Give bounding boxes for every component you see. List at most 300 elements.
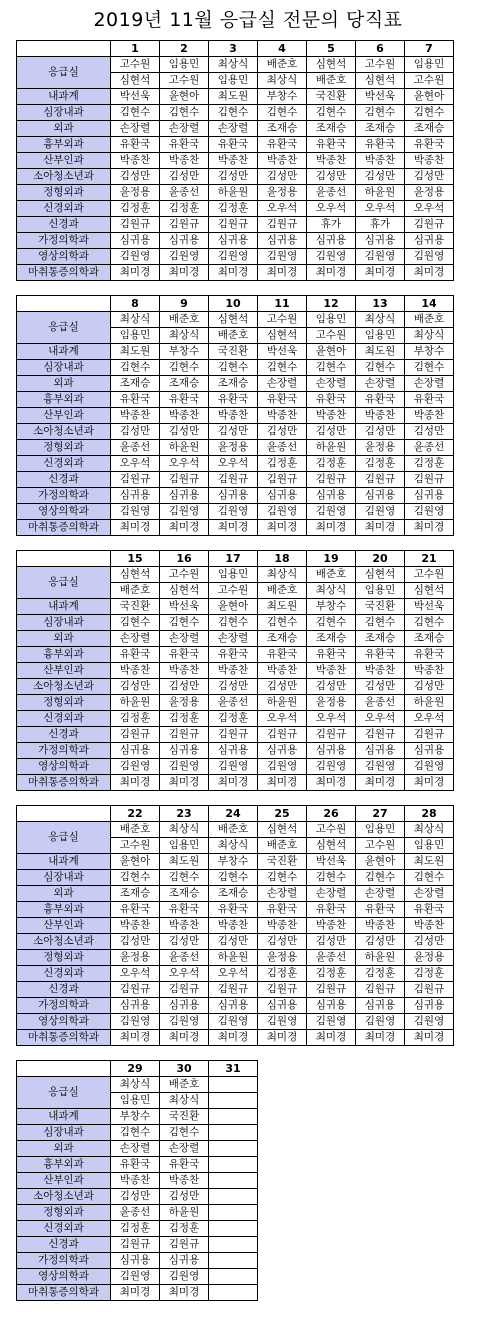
duty-doctor-cell: 김원규 xyxy=(160,217,209,233)
duty-doctor-cell: 심귀용 xyxy=(160,1253,209,1269)
duty-doctor-cell xyxy=(209,1157,258,1173)
duty-doctor-cell: 최미경 xyxy=(405,1030,454,1046)
duty-doctor-cell: 김현수 xyxy=(356,360,405,376)
duty-doctor-cell: 고수원 xyxy=(111,838,160,854)
duty-doctor-cell: 김원규 xyxy=(111,982,160,998)
duty-doctor-cell: 윤종선 xyxy=(356,695,405,711)
department-label: 신경외과 xyxy=(17,711,111,727)
duty-doctor-cell: 심귀용 xyxy=(111,488,160,504)
duty-doctor-cell: 김원영 xyxy=(111,249,160,265)
duty-doctor-cell: 김원영 xyxy=(307,759,356,775)
duty-doctor-cell: 손장렬 xyxy=(405,376,454,392)
duty-doctor-cell: 윤현아 xyxy=(160,89,209,105)
duty-doctor-cell: 최상식 xyxy=(111,312,160,328)
department-label: 정형외과 xyxy=(17,695,111,711)
duty-doctor-cell: 최미경 xyxy=(160,775,209,791)
duty-doctor-cell: 박선욱 xyxy=(258,344,307,360)
duty-doctor-cell: 최상식 xyxy=(258,73,307,89)
duty-doctor-cell: 김현수 xyxy=(307,105,356,121)
duty-doctor-cell: 유환국 xyxy=(160,137,209,153)
duty-doctor-cell: 윤종선 xyxy=(258,440,307,456)
department-label: 내과계 xyxy=(17,854,111,870)
table-row xyxy=(17,599,454,615)
duty-doctor-cell: 김성만 xyxy=(209,424,258,440)
duty-doctor-cell: 최미경 xyxy=(405,265,454,281)
duty-doctor-cell: 김정훈 xyxy=(258,966,307,982)
day-number: 21 xyxy=(405,551,454,567)
duty-doctor-cell: 국진환 xyxy=(209,344,258,360)
duty-doctor-cell: 유환국 xyxy=(111,1157,160,1173)
duty-doctor-cell: 임용민 xyxy=(356,328,405,344)
department-label: 심장내과 xyxy=(17,360,111,376)
duty-doctor-cell: 김정훈 xyxy=(405,966,454,982)
duty-doctor-cell: 김현수 xyxy=(160,1125,209,1141)
department-label: 흉부외과 xyxy=(17,902,111,918)
department-label: 정형외과 xyxy=(17,950,111,966)
duty-doctor-cell: 최미경 xyxy=(307,1030,356,1046)
duty-doctor-cell: 김원규 xyxy=(307,982,356,998)
duty-doctor-cell: 김현수 xyxy=(160,360,209,376)
duty-doctor-cell: 윤종선 xyxy=(111,1205,160,1221)
duty-doctor-cell: 김원규 xyxy=(405,982,454,998)
duty-doctor-cell: 김정훈 xyxy=(160,201,209,217)
duty-doctor-cell: 김성만 xyxy=(307,934,356,950)
duty-doctor-cell: 심귀용 xyxy=(307,233,356,249)
duty-doctor-cell: 최도원 xyxy=(405,854,454,870)
duty-doctor-cell: 임용민 xyxy=(111,328,160,344)
duty-doctor-cell: 임용민 xyxy=(356,583,405,599)
duty-doctor-cell: 유환국 xyxy=(356,137,405,153)
duty-doctor-cell: 최미경 xyxy=(356,520,405,536)
duty-doctor-cell: 김성만 xyxy=(111,679,160,695)
duty-doctor-cell: 하윤원 xyxy=(160,1205,209,1221)
duty-doctor-cell: 손장렬 xyxy=(356,886,405,902)
day-number: 6 xyxy=(356,41,405,57)
department-label: 응급실 xyxy=(17,57,111,89)
duty-doctor-cell: 고수원 xyxy=(258,312,307,328)
department-label: 마취통증의학과 xyxy=(17,520,111,536)
duty-doctor-cell: 김원규 xyxy=(209,727,258,743)
department-label: 산부인과 xyxy=(17,153,111,169)
header-corner xyxy=(17,551,111,567)
table-row xyxy=(17,775,454,791)
duty-doctor-cell: 최미경 xyxy=(160,1030,209,1046)
duty-doctor-cell: 박종찬 xyxy=(258,918,307,934)
duty-doctor-cell: 김성만 xyxy=(307,679,356,695)
duty-doctor-cell: 김성만 xyxy=(111,1189,160,1205)
day-number: 31 xyxy=(209,1061,258,1077)
duty-doctor-cell: 최미경 xyxy=(258,520,307,536)
duty-doctor-cell: 심귀용 xyxy=(405,233,454,249)
duty-doctor-cell: 김현수 xyxy=(405,105,454,121)
duty-doctor-cell: 김성만 xyxy=(160,1189,209,1205)
duty-doctor-cell: 심귀용 xyxy=(356,998,405,1014)
duty-doctor-cell: 유환국 xyxy=(307,392,356,408)
duty-doctor-cell: 김성만 xyxy=(111,424,160,440)
duty-doctor-cell: 윤현아 xyxy=(209,599,258,615)
duty-doctor-cell: 오우석 xyxy=(356,201,405,217)
duty-doctor-cell: 김성만 xyxy=(356,934,405,950)
table-row xyxy=(17,743,454,759)
table-row xyxy=(17,1014,454,1030)
day-number: 15 xyxy=(111,551,160,567)
duty-doctor-cell: 김원규 xyxy=(160,1237,209,1253)
duty-doctor-cell: 하윤원 xyxy=(111,695,160,711)
day-header-row xyxy=(17,296,454,312)
day-number: 17 xyxy=(209,551,258,567)
duty-doctor-cell: 김원규 xyxy=(111,1237,160,1253)
duty-doctor-cell: 조재승 xyxy=(111,376,160,392)
duty-doctor-cell: 김원영 xyxy=(160,1014,209,1030)
duty-doctor-cell: 김현수 xyxy=(160,105,209,121)
duty-doctor-cell: 김현수 xyxy=(209,870,258,886)
department-label: 소아청소년과 xyxy=(17,679,111,695)
department-label: 신경외과 xyxy=(17,966,111,982)
duty-doctor-cell: 심귀용 xyxy=(160,743,209,759)
duty-doctor-cell xyxy=(209,1093,258,1109)
duty-doctor-cell: 심귀용 xyxy=(209,998,258,1014)
day-number: 13 xyxy=(356,296,405,312)
duty-doctor-cell: 김성만 xyxy=(209,934,258,950)
day-number: 14 xyxy=(405,296,454,312)
duty-doctor-cell: 조재승 xyxy=(307,631,356,647)
duty-doctor-cell: 박선욱 xyxy=(160,599,209,615)
duty-doctor-cell: 최상식 xyxy=(209,838,258,854)
table-row xyxy=(17,679,454,695)
duty-doctor-cell: 김원영 xyxy=(160,1269,209,1285)
duty-doctor-cell: 최미경 xyxy=(209,775,258,791)
duty-doctor-cell: 김원영 xyxy=(405,759,454,775)
duty-doctor-cell: 조재승 xyxy=(356,121,405,137)
duty-doctor-cell: 윤종선 xyxy=(405,440,454,456)
department-label: 내과계 xyxy=(17,344,111,360)
department-label: 마취통증의학과 xyxy=(17,1030,111,1046)
duty-doctor-cell: 김성만 xyxy=(160,934,209,950)
duty-doctor-cell: 윤정용 xyxy=(258,185,307,201)
duty-doctor-cell: 최도원 xyxy=(160,854,209,870)
duty-doctor-cell: 고수원 xyxy=(405,73,454,89)
duty-doctor-cell: 윤종선 xyxy=(209,695,258,711)
duty-doctor-cell: 하윤원 xyxy=(356,950,405,966)
duty-doctor-cell: 최미경 xyxy=(209,520,258,536)
duty-doctor-cell: 유환국 xyxy=(209,902,258,918)
duty-doctor-cell: 김원영 xyxy=(160,504,209,520)
department-label: 소아청소년과 xyxy=(17,934,111,950)
duty-doctor-cell: 하윤원 xyxy=(209,185,258,201)
duty-doctor-cell: 박종찬 xyxy=(307,408,356,424)
duty-doctor-cell: 최상식 xyxy=(356,312,405,328)
duty-doctor-cell: 김원규 xyxy=(356,472,405,488)
table-row xyxy=(17,360,454,376)
department-label: 외과 xyxy=(17,121,111,137)
duty-doctor-cell: 김정훈 xyxy=(307,456,356,472)
duty-doctor-cell: 유환국 xyxy=(258,137,307,153)
duty-doctor-cell: 하윤원 xyxy=(307,440,356,456)
day-header-row xyxy=(17,806,454,822)
duty-doctor-cell: 김현수 xyxy=(209,360,258,376)
duty-doctor-cell: 심귀용 xyxy=(356,743,405,759)
duty-doctor-cell: 유환국 xyxy=(307,647,356,663)
duty-doctor-cell: 김성만 xyxy=(111,934,160,950)
duty-doctor-cell: 하윤원 xyxy=(405,695,454,711)
department-label: 신경외과 xyxy=(17,1221,111,1237)
duty-doctor-cell: 김현수 xyxy=(307,360,356,376)
duty-doctor-cell: 심귀용 xyxy=(258,488,307,504)
duty-doctor-cell: 최미경 xyxy=(160,520,209,536)
duty-doctor-cell: 김성만 xyxy=(258,424,307,440)
day-number: 1 xyxy=(111,41,160,57)
duty-doctor-cell: 고수원 xyxy=(405,567,454,583)
department-label: 영상의학과 xyxy=(17,1014,111,1030)
duty-doctor-cell: 손장렬 xyxy=(111,1141,160,1157)
table-row xyxy=(17,759,454,775)
department-label: 응급실 xyxy=(17,312,111,344)
duty-doctor-cell: 김현수 xyxy=(356,105,405,121)
department-label: 영상의학과 xyxy=(17,504,111,520)
duty-doctor-cell: 김정훈 xyxy=(111,201,160,217)
duty-doctor-cell: 김원영 xyxy=(356,759,405,775)
duty-doctor-cell: 고수원 xyxy=(307,822,356,838)
duty-doctor-cell: 김현수 xyxy=(356,870,405,886)
duty-doctor-cell: 김원영 xyxy=(307,1014,356,1030)
duty-doctor-cell: 조재승 xyxy=(307,121,356,137)
table-row xyxy=(17,711,454,727)
department-label: 정형외과 xyxy=(17,1205,111,1221)
duty-doctor-cell xyxy=(209,1189,258,1205)
duty-doctor-cell: 김성만 xyxy=(209,169,258,185)
duty-doctor-cell: 박종찬 xyxy=(209,918,258,934)
duty-doctor-cell: 최미경 xyxy=(356,775,405,791)
duty-doctor-cell: 심귀용 xyxy=(356,233,405,249)
duty-doctor-cell: 심현석 xyxy=(111,73,160,89)
duty-doctor-cell: 박종찬 xyxy=(209,663,258,679)
duty-doctor-cell xyxy=(209,1253,258,1269)
department-label: 가정의학과 xyxy=(17,488,111,504)
duty-doctor-cell: 윤종선 xyxy=(160,185,209,201)
duty-doctor-cell: 최미경 xyxy=(405,775,454,791)
duty-doctor-cell: 김원규 xyxy=(160,982,209,998)
duty-doctor-cell: 김원영 xyxy=(111,504,160,520)
duty-doctor-cell: 배준호 xyxy=(307,567,356,583)
duty-doctor-cell: 김현수 xyxy=(111,105,160,121)
duty-doctor-cell: 심현석 xyxy=(160,583,209,599)
duty-doctor-cell: 배준호 xyxy=(405,312,454,328)
table-row xyxy=(17,822,454,838)
duty-doctor-cell: 심현석 xyxy=(356,73,405,89)
duty-doctor-cell: 김원영 xyxy=(307,249,356,265)
duty-doctor-cell: 박종찬 xyxy=(111,408,160,424)
duty-doctor-cell: 최미경 xyxy=(307,775,356,791)
duty-doctor-cell: 임용민 xyxy=(160,57,209,73)
duty-doctor-cell: 박종찬 xyxy=(356,408,405,424)
duty-doctor-cell: 임용민 xyxy=(209,73,258,89)
duty-doctor-cell: 국진환 xyxy=(160,1109,209,1125)
table-row xyxy=(17,1125,258,1141)
duty-doctor-cell: 김원영 xyxy=(160,759,209,775)
duty-doctor-cell: 최미경 xyxy=(160,1285,209,1301)
duty-doctor-cell: 박종찬 xyxy=(160,153,209,169)
duty-doctor-cell: 심귀용 xyxy=(258,233,307,249)
duty-doctor-cell: 최미경 xyxy=(258,775,307,791)
duty-doctor-cell: 배준호 xyxy=(307,73,356,89)
table-row xyxy=(17,201,454,217)
table-row xyxy=(17,153,454,169)
table-row xyxy=(17,663,454,679)
duty-doctor-cell: 손장렬 xyxy=(209,631,258,647)
header-corner xyxy=(17,1061,111,1077)
duty-doctor-cell: 최미경 xyxy=(111,775,160,791)
table-row xyxy=(17,886,454,902)
duty-doctor-cell: 김원영 xyxy=(258,504,307,520)
duty-doctor-cell: 박종찬 xyxy=(160,1173,209,1189)
duty-doctor-cell: 윤정용 xyxy=(258,950,307,966)
duty-doctor-cell: 박선욱 xyxy=(356,89,405,105)
department-label: 영상의학과 xyxy=(17,1269,111,1285)
table-row xyxy=(17,217,454,233)
duty-doctor-cell: 박종찬 xyxy=(356,153,405,169)
duty-doctor-cell: 부창수 xyxy=(209,854,258,870)
duty-doctor-cell: 오우석 xyxy=(111,456,160,472)
duty-doctor-cell: 김현수 xyxy=(405,615,454,631)
duty-doctor-cell: 김원영 xyxy=(405,504,454,520)
day-number: 2 xyxy=(160,41,209,57)
duty-doctor-cell: 김현수 xyxy=(111,360,160,376)
duty-doctor-cell: 윤정용 xyxy=(160,695,209,711)
department-label: 심장내과 xyxy=(17,105,111,121)
table-row xyxy=(17,456,454,472)
duty-doctor-cell: 윤정용 xyxy=(111,185,160,201)
duty-doctor-cell: 심귀용 xyxy=(111,743,160,759)
duty-doctor-cell: 배준호 xyxy=(160,1077,209,1093)
duty-doctor-cell: 최미경 xyxy=(209,265,258,281)
table-row xyxy=(17,472,454,488)
duty-doctor-cell: 손장렬 xyxy=(160,121,209,137)
duty-doctor-cell: 김정훈 xyxy=(405,456,454,472)
duty-doctor-cell: 김성만 xyxy=(307,424,356,440)
duty-doctor-cell: 심현석 xyxy=(307,57,356,73)
duty-doctor-cell: 김현수 xyxy=(307,870,356,886)
duty-doctor-cell xyxy=(209,1077,258,1093)
duty-doctor-cell: 조재승 xyxy=(209,376,258,392)
duty-doctor-cell: 김원영 xyxy=(209,759,258,775)
duty-doctor-cell: 박종찬 xyxy=(209,408,258,424)
duty-doctor-cell: 김원영 xyxy=(258,759,307,775)
department-label: 심장내과 xyxy=(17,870,111,886)
duty-doctor-cell: 최미경 xyxy=(111,1030,160,1046)
table-row xyxy=(17,1173,258,1189)
duty-doctor-cell: 김원규 xyxy=(405,472,454,488)
duty-doctor-cell: 심현석 xyxy=(405,583,454,599)
duty-doctor-cell: 김원규 xyxy=(258,217,307,233)
department-label: 심장내과 xyxy=(17,1125,111,1141)
duty-doctor-cell: 고수원 xyxy=(111,57,160,73)
duty-doctor-cell: 고수원 xyxy=(160,567,209,583)
duty-doctor-cell: 배준호 xyxy=(258,583,307,599)
department-label: 신경과 xyxy=(17,1237,111,1253)
department-label: 외과 xyxy=(17,376,111,392)
duty-doctor-cell: 박종찬 xyxy=(307,663,356,679)
duty-doctor-cell: 윤정용 xyxy=(111,950,160,966)
department-label: 응급실 xyxy=(17,822,111,854)
table-row xyxy=(17,1237,258,1253)
duty-doctor-cell: 최도원 xyxy=(356,344,405,360)
department-label: 산부인과 xyxy=(17,1173,111,1189)
department-label: 외과 xyxy=(17,1141,111,1157)
table-row xyxy=(17,982,454,998)
duty-doctor-cell: 심현석 xyxy=(209,312,258,328)
duty-doctor-cell: 박종찬 xyxy=(111,1173,160,1189)
duty-doctor-cell: 유환국 xyxy=(209,137,258,153)
table-row xyxy=(17,1141,258,1157)
duty-doctor-cell: 김정훈 xyxy=(111,711,160,727)
duty-doctor-cell: 배준호 xyxy=(209,822,258,838)
table-row xyxy=(17,169,454,185)
duty-doctor-cell: 손장렬 xyxy=(111,121,160,137)
duty-doctor-cell: 윤종선 xyxy=(307,950,356,966)
duty-doctor-cell: 김성만 xyxy=(405,169,454,185)
duty-doctor-cell: 오우석 xyxy=(405,201,454,217)
table-row xyxy=(17,344,454,360)
week-table xyxy=(16,1060,258,1301)
department-label: 흉부외과 xyxy=(17,647,111,663)
department-label: 외과 xyxy=(17,886,111,902)
duty-doctor-cell: 심현석 xyxy=(356,567,405,583)
duty-doctor-cell: 하윤원 xyxy=(209,950,258,966)
duty-doctor-cell: 박종찬 xyxy=(405,918,454,934)
duty-doctor-cell: 김현수 xyxy=(405,870,454,886)
table-row xyxy=(17,950,454,966)
header-corner xyxy=(17,806,111,822)
department-label: 소아청소년과 xyxy=(17,169,111,185)
header-corner xyxy=(17,41,111,57)
day-number: 7 xyxy=(405,41,454,57)
duty-doctor-cell: 김원규 xyxy=(356,727,405,743)
table-row xyxy=(17,1157,258,1173)
duty-doctor-cell: 하윤원 xyxy=(258,695,307,711)
duty-doctor-cell: 유환국 xyxy=(111,902,160,918)
duty-doctor-cell: 유환국 xyxy=(405,902,454,918)
table-row xyxy=(17,1030,454,1046)
duty-doctor-cell: 박종찬 xyxy=(160,918,209,934)
duty-doctor-cell: 배준호 xyxy=(209,328,258,344)
department-label: 흉부외과 xyxy=(17,392,111,408)
duty-doctor-cell: 배준호 xyxy=(111,583,160,599)
duty-doctor-cell: 최미경 xyxy=(307,265,356,281)
table-row xyxy=(17,631,454,647)
duty-doctor-cell: 박종찬 xyxy=(258,153,307,169)
duty-doctor-cell: 김원규 xyxy=(356,982,405,998)
duty-doctor-cell: 조재승 xyxy=(356,631,405,647)
page-title: 2019년 11월 응급실 전문의 당직표 xyxy=(93,9,403,31)
duty-doctor-cell: 김정훈 xyxy=(111,1221,160,1237)
duty-doctor-cell: 휴가 xyxy=(307,217,356,233)
duty-doctor-cell: 김정훈 xyxy=(356,966,405,982)
duty-doctor-cell: 최도원 xyxy=(258,599,307,615)
duty-doctor-cell: 고수원 xyxy=(307,328,356,344)
department-label: 내과계 xyxy=(17,1109,111,1125)
department-label: 응급실 xyxy=(17,1077,111,1109)
day-number: 16 xyxy=(160,551,209,567)
duty-doctor-cell: 오우석 xyxy=(209,456,258,472)
duty-doctor-cell: 김원영 xyxy=(111,1269,160,1285)
duty-doctor-cell xyxy=(209,1221,258,1237)
table-row xyxy=(17,488,454,504)
duty-doctor-cell: 박종찬 xyxy=(307,153,356,169)
table-row xyxy=(17,1109,258,1125)
duty-doctor-cell: 조재승 xyxy=(405,631,454,647)
day-number: 22 xyxy=(111,806,160,822)
duty-doctor-cell: 박종찬 xyxy=(307,918,356,934)
